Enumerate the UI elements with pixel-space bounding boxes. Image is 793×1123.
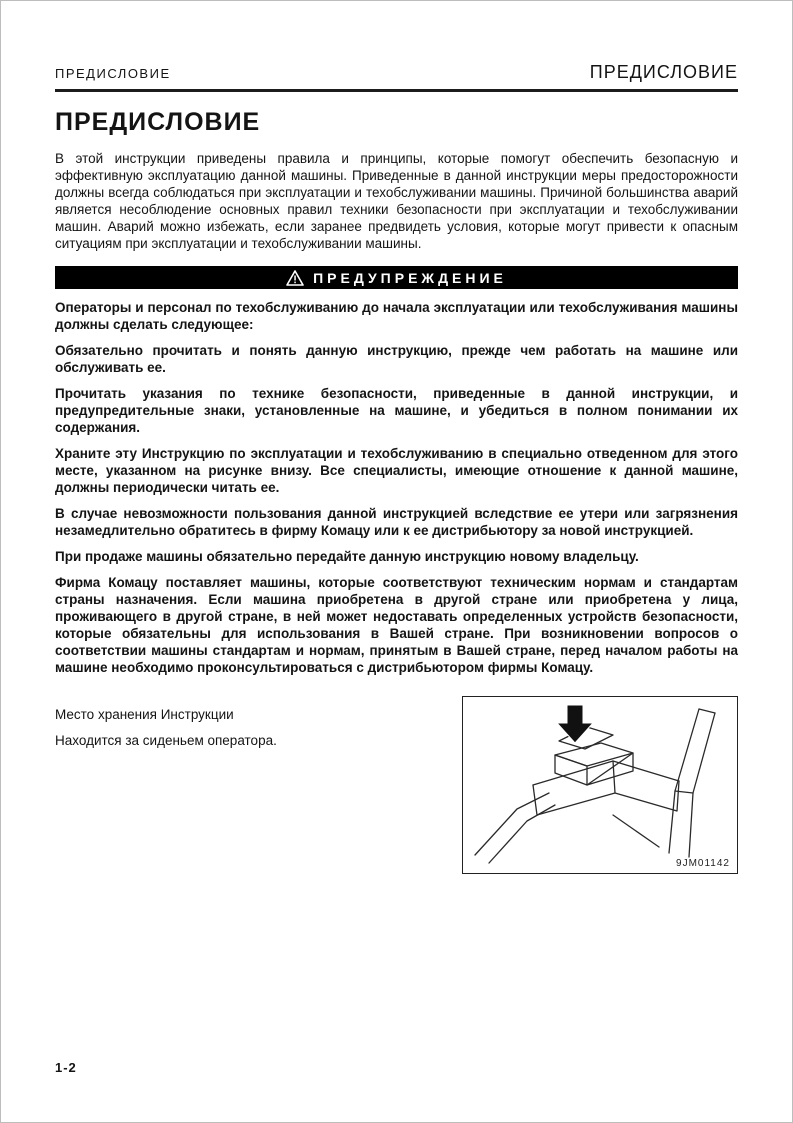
storage-note-section bbox=[55, 696, 738, 874]
intro-paragraph: В этой инструкции приведены правила и принципы, которые помогут обеспечить безопасную и эффективную эксплуатацию данной машины. Приведенные в данной инструкции меры предосторожности должны всегда соблюдаться при эксплуатации и техобслуживании машины. Причиной большинства аварий является несоблюдение основных правил техники безопасности при эксплуатации и техобслуживании машин. Аварий можно избежать, если заранее предвидеть условия, которые могут привести к опасным ситуациям при эксплуатации и техобслуживании машины. bbox=[55, 151, 738, 251]
warning-paragraph: Храните эту Инструкцию по эксплуатации и техобслуживанию в специально отведенном для этого месте, указанном на рисунке внизу. Все специалисты, имеющие отношение к данной машине, должны периодически читать ее. bbox=[55, 446, 738, 495]
figure-box bbox=[462, 696, 738, 874]
page-number: 1-2 bbox=[55, 1060, 77, 1075]
storage-note-line-1: Место хранения Инструкции bbox=[55, 707, 234, 722]
pointer-arrow-icon bbox=[557, 705, 593, 743]
warning-paragraph: Обязательно прочитать и понять данную инструкцию, прежде чем работать на машине или обслуживать ее. bbox=[55, 343, 738, 375]
figure-code: 9JM01142 bbox=[676, 858, 730, 869]
page-header bbox=[55, 62, 738, 83]
storage-note-line-2: Находится за сиденьем оператора. bbox=[55, 733, 277, 748]
warning-paragraph: При продаже машины обязательно передайте данную инструкцию новому владельцу. bbox=[55, 549, 639, 564]
warning-banner-label: ПРЕДУПРЕЖДЕНИЕ bbox=[313, 269, 507, 286]
page-title: ПРЕДИСЛОВИЕ bbox=[55, 108, 261, 136]
warning-paragraph: Фирма Комацу поставляет машины, которые соответствуют техническим нормам и стандартам страны назначения. Если машина приобретена в другой стране или приобретена у лица, проживающего в другой стране, в ней может недоставать определенных устройств безопасности, которые обязательны для использования в Вашей стране. При возникновении вопросов о соответствии машины стандартам и нормам, принятым в Вашей стране, перед началом работы на машине необходимо проконсультироваться с дистрибьютором фирмы Комацу. bbox=[55, 575, 738, 675]
storage-note-text bbox=[55, 696, 277, 758]
header-rule bbox=[55, 89, 738, 92]
warning-paragraph: Операторы и персонал по техобслуживанию до начала эксплуатации или техобслуживания машины должны сделать следующее: bbox=[55, 300, 738, 332]
running-head-left: ПРЕДИСЛОВИЕ bbox=[55, 66, 171, 81]
warning-section bbox=[55, 299, 738, 676]
warning-paragraph: В случае невозможности пользования данной инструкцией вследствие ее утери или загрязнения незамедлительно обратитесь в фирму Комацу или к ее дистрибьютору за новой инструкцией. bbox=[55, 506, 738, 538]
running-head-right: ПРЕДИСЛОВИЕ bbox=[589, 62, 738, 82]
warning-triangle-icon bbox=[286, 270, 304, 286]
machine-illustration bbox=[463, 697, 737, 873]
warning-paragraph: Прочитать указания по технике безопасности, приведенные в данной инструкции, и предупредительные знаки, установленные на машине, и убедиться в полном понимании их содержания. bbox=[55, 386, 738, 435]
warning-banner bbox=[55, 266, 738, 289]
